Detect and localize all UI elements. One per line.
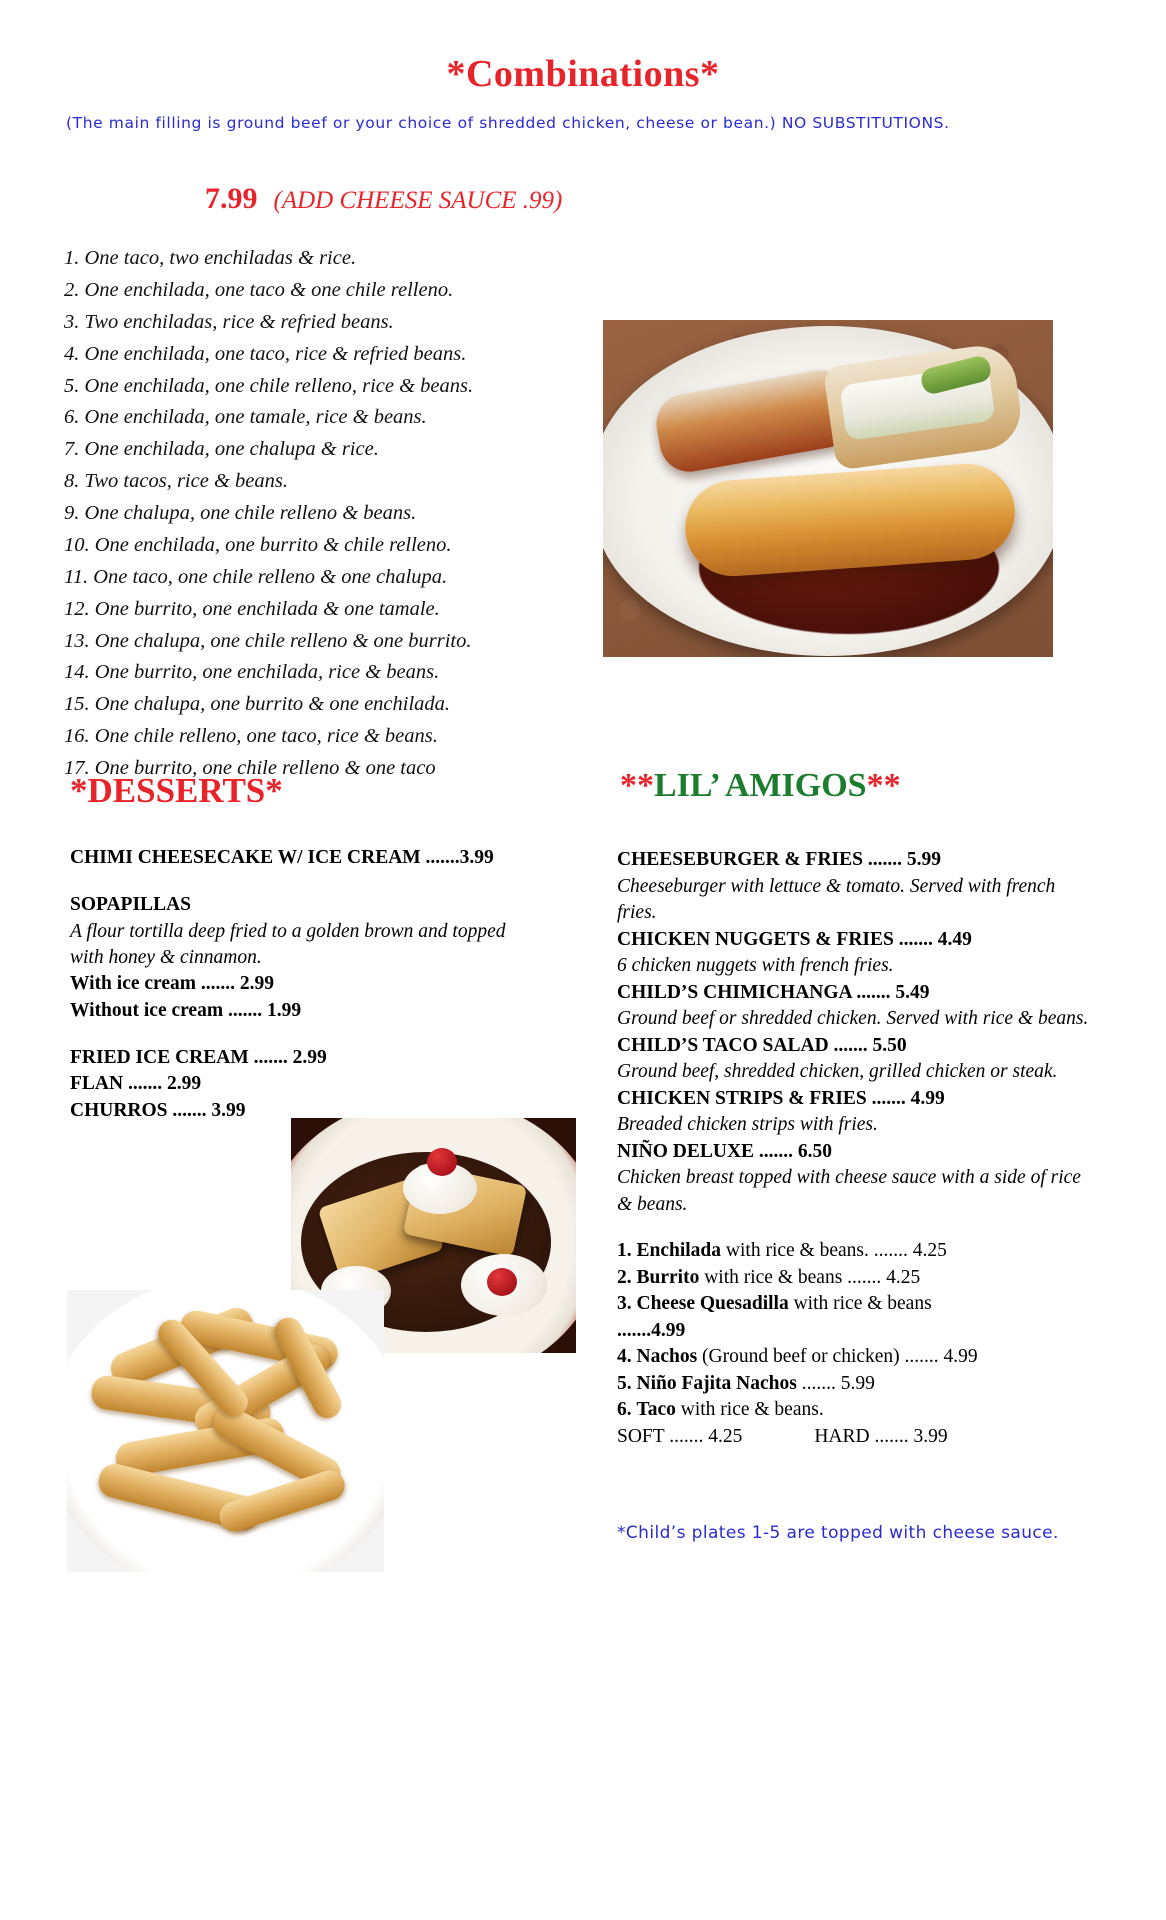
list-item: 10. One enchilada, one burrito & chile relleno. — [64, 533, 452, 556]
combination-plate-photo — [603, 320, 1053, 657]
list-item: 3. Two enchiladas, rice & refried beans. — [64, 310, 394, 333]
desserts-list — [70, 845, 540, 1124]
list-item — [617, 1344, 1097, 1371]
soft-taco-price: SOFT ....... 4.25 — [617, 1425, 743, 1447]
combinations-note: (The main filling is ground beef or your choice of shredded chicken, cheese or bean.) NO SUBSTITUTIONS. — [66, 114, 950, 132]
item-rest: with rice & beans ....... 4.25 — [699, 1266, 921, 1288]
item-bold-label: Nachos — [636, 1346, 698, 1368]
item-rest: ....... 5.99 — [796, 1372, 875, 1394]
list-item-continuation — [617, 1318, 1097, 1345]
item-bold-label: Enchilada — [636, 1240, 722, 1262]
cherry — [427, 1148, 457, 1176]
amigos-item-description: 6 chicken nuggets with french fries. — [617, 955, 894, 977]
list-item: 14. One burrito, one enchilada, rice & beans. — [64, 661, 440, 684]
dessert-description: A flour tortilla deep fried to a golden brown and topped with honey & cinnamon. — [70, 920, 506, 968]
lil-amigos-footnote: *Child’s plates 1-5 are topped with cheese sauce. — [617, 1523, 1059, 1543]
item-number: 4. — [617, 1346, 632, 1368]
item-rest: with rice & beans — [788, 1293, 932, 1315]
list-item — [617, 1371, 1097, 1398]
list-item: 17. One burrito, one chile relleno & one taco — [64, 757, 436, 779]
desserts-heading: *DESSERTS* — [70, 771, 283, 810]
dessert-name: FRIED ICE CREAM ....... 2.99 — [70, 1046, 327, 1068]
amigos-item-description: Chicken breast topped with cheese sauce with a side of rice & beans. — [617, 1167, 1081, 1215]
spacer — [70, 871, 540, 892]
amigos-item-name: CHEESEBURGER & FRIES ....... 5.99 — [617, 849, 941, 870]
item-number: 5. — [617, 1372, 632, 1394]
list-item — [617, 1397, 1097, 1424]
list-item: 8. Two tacos, rice & beans. — [64, 470, 288, 493]
amigos-item-name: NIÑO DELUXE ....... 6.50 — [617, 1140, 833, 1162]
list-item — [617, 1291, 1097, 1318]
taco-style-prices — [617, 1424, 1097, 1451]
item-bold-label: Burrito — [636, 1266, 700, 1288]
churros-photo — [67, 1290, 384, 1572]
item-bold-label: Taco — [636, 1399, 676, 1421]
combinations-add-cheese-sauce: (ADD CHEESE SAUCE .99) — [273, 187, 563, 214]
amigos-numbered-list — [617, 1238, 1097, 1450]
item-number: 6. — [617, 1399, 632, 1421]
list-item: 15. One chalupa, one burrito & one enchilada. — [64, 693, 451, 716]
combinations-list — [64, 243, 604, 785]
dessert-name: CHIMI CHEESECAKE W/ ICE CREAM .......3.99 — [70, 847, 494, 868]
list-item: 6. One enchilada, one tamale, rice & beans. — [64, 406, 427, 429]
dessert-name: CHURROS ....... 3.99 — [70, 1099, 246, 1121]
item-bold-label: Niño Fajita Nachos — [636, 1372, 797, 1394]
amigos-item-name: CHICKEN NUGGETS & FRIES ....... 4.49 — [617, 928, 972, 950]
list-item: 16. One chile relleno, one taco, rice & beans. — [64, 725, 438, 748]
list-item: 1. One taco, two enchiladas & rice. — [64, 247, 357, 269]
list-item: 9. One chalupa, one chile relleno & beans. — [64, 502, 417, 524]
amigos-item-name: CHILD’S CHIMICHANGA ....... 5.49 — [617, 981, 930, 1003]
item-rest: with rice & beans. ....... 4.25 — [721, 1240, 947, 1262]
amigos-item-description: Ground beef, shredded chicken, grilled chicken or steak. — [617, 1061, 1058, 1083]
item-number: 3. — [617, 1293, 632, 1315]
heading-suffix: ** — [866, 767, 901, 804]
dessert-name: FLAN ....... 2.99 — [70, 1073, 202, 1095]
heading-prefix: ** — [620, 767, 654, 804]
list-item: 13. One chalupa, one chile relleno & one burrito. — [64, 629, 472, 652]
amigos-item-description: Breaded chicken strips with fries. — [617, 1114, 878, 1136]
list-item: 11. One taco, one chile relleno & one chalupa. — [64, 565, 448, 588]
hard-taco-price: HARD ....... 3.99 — [814, 1425, 948, 1447]
cherry — [487, 1268, 517, 1296]
item-bold-label: Cheese Quesadilla — [636, 1293, 789, 1315]
spacer — [70, 1024, 540, 1045]
dessert-name: SOPAPILLAS — [70, 894, 191, 916]
combinations-heading: *Combinations* — [446, 53, 720, 95]
list-item: 2. One enchilada, one taco & one chile relleno. — [64, 278, 454, 301]
amigos-item-name: CHILD’S TACO SALAD ....... 5.50 — [617, 1034, 907, 1056]
amigos-item-name: CHICKEN STRIPS & FRIES ....... 4.99 — [617, 1087, 945, 1109]
item-rest: (Ground beef or chicken) ....... 4.99 — [697, 1346, 978, 1368]
dessert-name: Without ice cream ....... 1.99 — [70, 999, 302, 1021]
item-rest: with rice & beans. — [675, 1399, 824, 1421]
amigos-item-description: Ground beef or shredded chicken. Served with rice & beans. — [617, 1008, 1089, 1030]
dessert-name: With ice cream ....... 2.99 — [70, 973, 274, 995]
list-item: 7. One enchilada, one chalupa & rice. — [64, 438, 379, 461]
lil-amigos-list — [617, 847, 1097, 1450]
lil-amigos-heading — [620, 767, 901, 805]
list-item — [617, 1238, 1097, 1265]
heading-main: LIL’ AMIGOS — [654, 767, 867, 804]
item-number: 2. — [617, 1266, 632, 1288]
list-item: 12. One burrito, one enchilada & one tamale. — [64, 597, 440, 620]
item-price: .......4.99 — [617, 1319, 686, 1341]
list-item: 4. One enchilada, one taco, rice & refried beans. — [64, 342, 467, 365]
list-item — [617, 1265, 1097, 1292]
list-item: 5. One enchilada, one chile relleno, rice & beans. — [64, 374, 474, 397]
item-number: 1. — [617, 1240, 632, 1262]
amigos-item-description: Cheeseburger with lettuce & tomato. Served with french fries. — [617, 875, 1056, 924]
combinations-price: 7.99 — [205, 182, 258, 215]
combinations-price-row — [205, 182, 562, 216]
